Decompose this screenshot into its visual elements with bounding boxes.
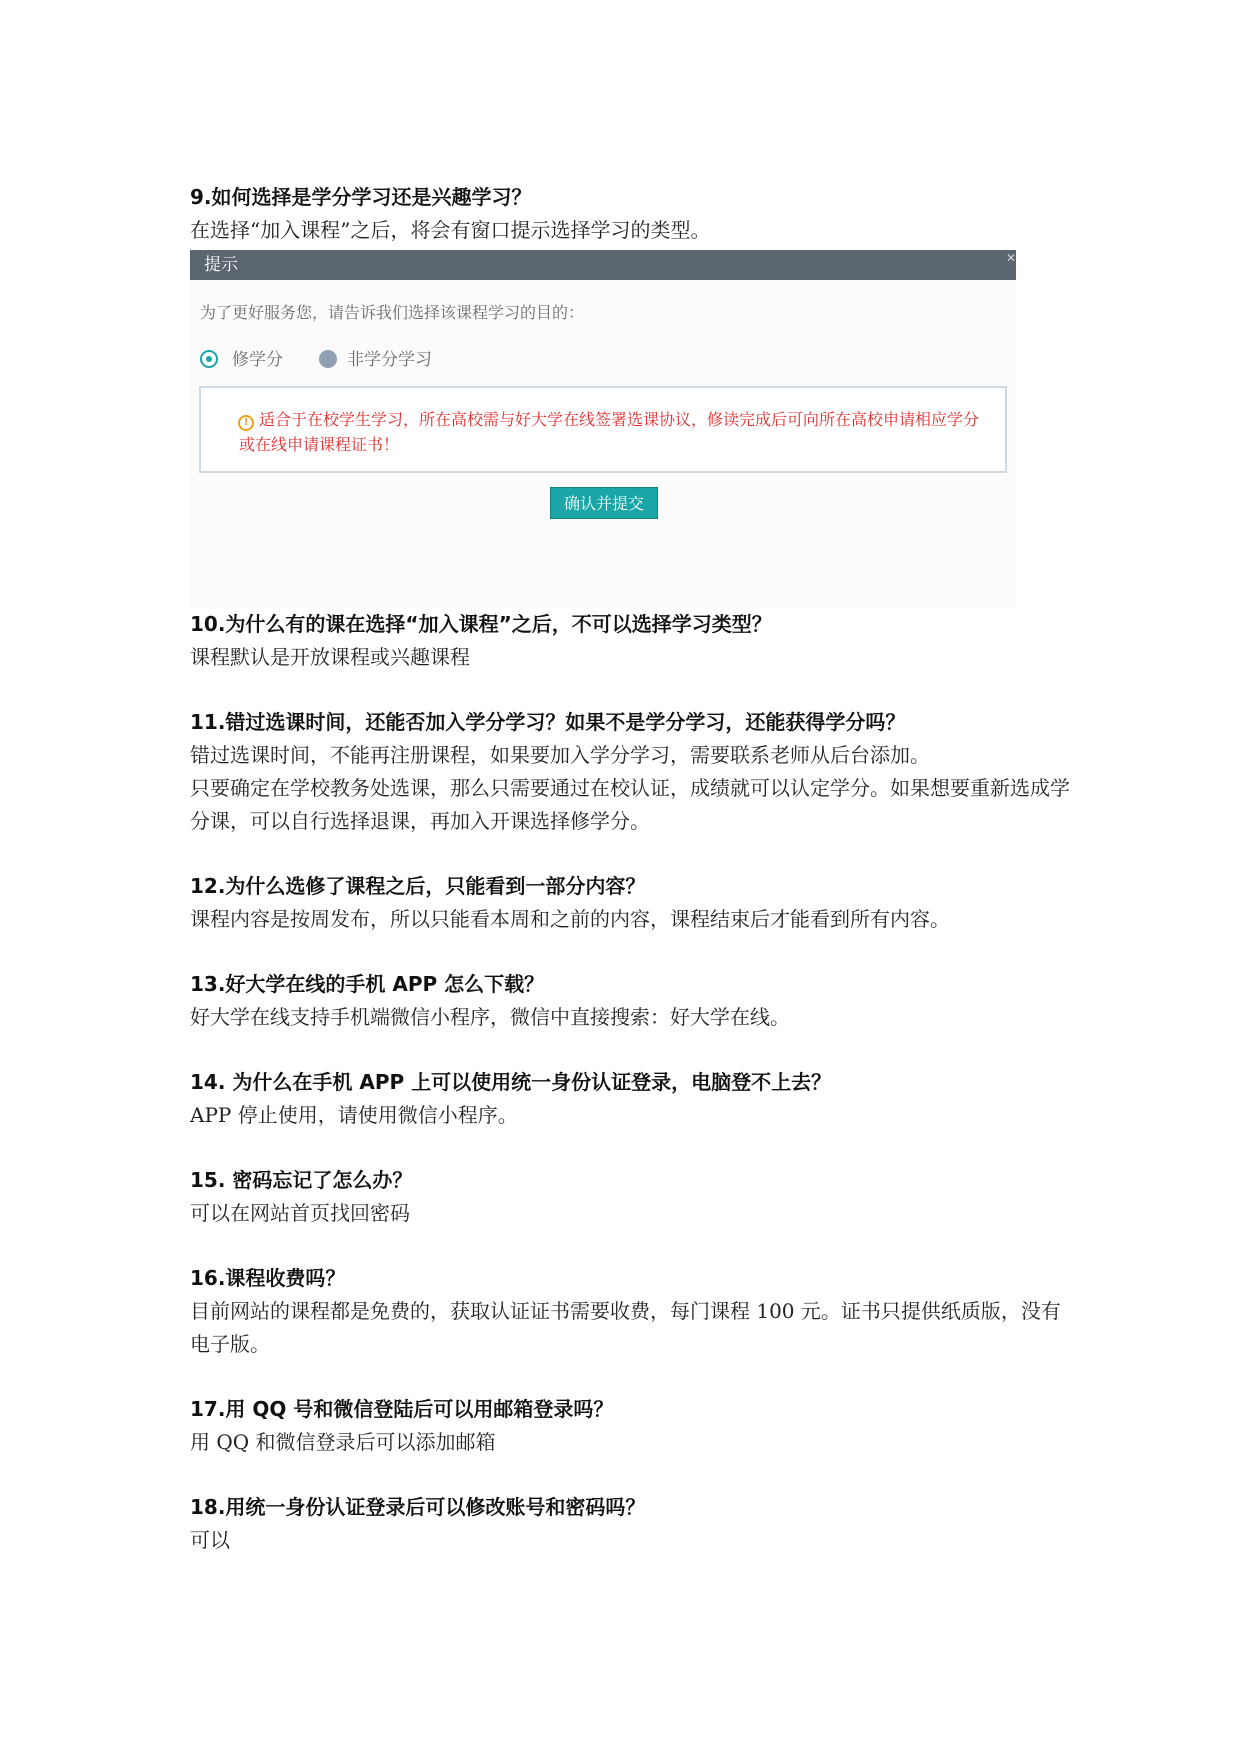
question-12: 12.为什么选修了课程之后，只能看到一部分内容？: [190, 874, 646, 898]
question-9: 9.如何选择是学分学习还是兴趣学习？: [190, 185, 532, 209]
answer-12: 课程内容是按周发布，所以只能看本周和之前的内容，课程结束后才能看到所有内容。: [190, 907, 950, 931]
dialog-title: 提示: [204, 255, 238, 275]
question-16: 16.课程收费吗？: [190, 1266, 346, 1290]
radio-noncredit[interactable]: [319, 350, 337, 368]
answer-17: 用 QQ 和微信登录后可以添加邮箱: [190, 1430, 496, 1454]
answer-16: 目前网站的课程都是免费的，获取认证证书需要收费，每门课程 100 元。证书只提供纸质版，没有电子版。: [190, 1299, 1061, 1356]
radio-credit[interactable]: [200, 350, 218, 368]
answer-18: 可以: [190, 1528, 230, 1552]
question-14: 14. 为什么在手机 APP 上可以使用统一身份认证登录，电脑登不上去？: [190, 1070, 832, 1094]
answer-13: 好大学在线支持手机端微信小程序，微信中直接搜索：好大学在线。: [190, 1005, 790, 1029]
question-11: 11.错过选课时间，还能否加入学分学习？如果不是学分学习，还能获得学分吗？: [190, 710, 906, 734]
confirm-submit-button[interactable]: 确认并提交: [550, 487, 658, 519]
question-17: 17.用 QQ 号和微信登陆后可以用邮箱登录吗？: [190, 1397, 614, 1421]
dialog-title-bar: [190, 250, 1016, 280]
credit-notice-text: 适合于在校学生学习，所在高校需与好大学在线签署选课协议，修读完成后可向所在高校申请相应学分或在线申请课程证书！: [239, 410, 980, 454]
dialog-prompt: 为了更好服务您，请告诉我们选择该课程学习的目的：: [200, 303, 585, 322]
radio-credit-label: 修学分: [232, 350, 283, 370]
answer-15: 可以在网站首页找回密码: [190, 1201, 410, 1225]
question-10: 10.为什么有的课在选择“加入课程”之后，不可以选择学习类型？: [190, 612, 772, 636]
question-15: 15. 密码忘记了怎么办？: [190, 1168, 413, 1192]
answer-11-line-1: 错过选课时间，不能再注册课程，如果要加入学分学习，需要联系老师从后台添加。: [190, 743, 930, 767]
answer-9: 在选择“加入课程”之后，将会有窗口提示选择学习的类型。: [190, 218, 711, 242]
question-13: 13.好大学在线的手机 APP 怎么下载？: [190, 972, 545, 996]
answer-14: APP 停止使用，请使用微信小程序。: [190, 1103, 518, 1127]
close-icon[interactable]: ✕: [1005, 251, 1016, 265]
course-type-dialog: [190, 250, 1016, 608]
credit-notice-box: [199, 386, 1007, 473]
answer-10: 课程默认是开放课程或兴趣课程: [190, 645, 470, 669]
answer-11-line-2: 只要确定在学校教务处选课，那么只需要通过在校认证，成绩就可以认定学分。如果想要重新选成学分课，可以自行选择退课，再加入开课选择修学分。: [190, 776, 1070, 833]
warning-icon: !: [238, 415, 254, 431]
question-18: 18.用统一身份认证登录后可以修改账号和密码吗？: [190, 1495, 646, 1519]
radio-noncredit-label: 非学分学习: [347, 350, 432, 370]
